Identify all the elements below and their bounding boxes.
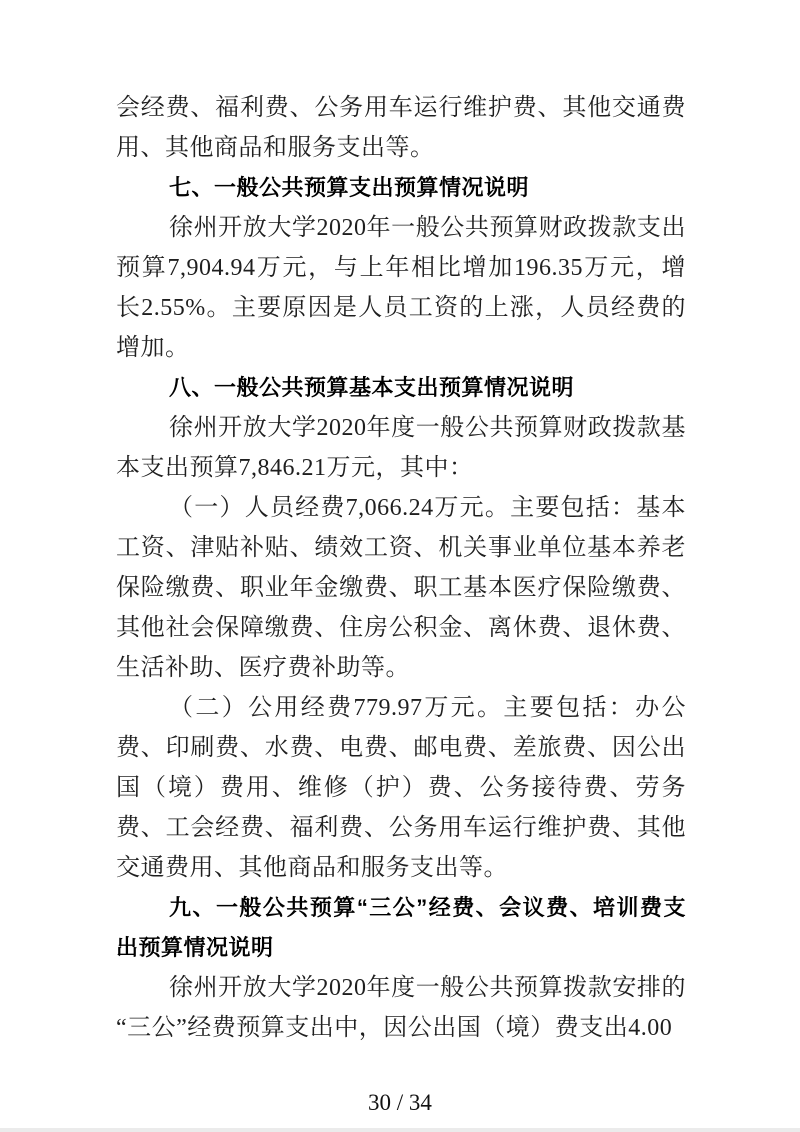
paragraph-continued-from-previous-page: 会经费、福利费、公务用车运行维护费、其他交通费用、其他商品和服务支出等。 <box>116 95 686 161</box>
section-heading-seven: 七、一般公共预算支出预算情况说明 <box>169 175 530 200</box>
section-heading-eight: 八、一般公共预算基本支出预算情况说明 <box>169 375 575 400</box>
section-heading-nine: 九、一般公共预算“三公”经费、会议费、培训费支出预算情况说明 <box>116 895 686 960</box>
paragraph-three-public-funds: 徐州开放大学2020年度一般公共预算拨款安排的“三公”经费预算支出中，因公出国（境）费支出4.00 <box>116 975 686 1041</box>
page-number-indicator: 30 / 34 <box>368 1090 432 1115</box>
paragraph-personnel-expenses: （一）人员经费7,066.24万元。主要包括：基本工资、津贴补贴、绩效工资、机关事业单位基本养老保险缴费、职业年金缴费、职工基本医疗保险缴费、其他社会保障缴费、住房公积金、离休费、退休费、生活补助、医疗费补助等。 <box>116 495 686 681</box>
page-content <box>116 88 686 1048</box>
paragraph-public-expenses: （二）公用经费779.97万元。主要包括：办公费、印刷费、水费、电费、邮电费、差旅费、因公出国（境）费用、维修（护）费、公务接待费、劳务费、工会经费、福利费、公务用车运行维护费、其他交通费用、其他商品和服务支出等。 <box>116 695 686 881</box>
paragraph-basic-expenditure-total: 徐州开放大学2020年度一般公共预算财政拨款基本支出预算7,846.21万元，其中： <box>116 415 686 481</box>
paragraph-general-budget-expenditure: 徐州开放大学2020年一般公共预算财政拨款支出预算7,904.94万元，与上年相比增加196.35万元，增长2.55%。主要原因是人员工资的上涨，人员经费的增加。 <box>116 215 686 361</box>
page-bottom-edge <box>0 1128 800 1132</box>
